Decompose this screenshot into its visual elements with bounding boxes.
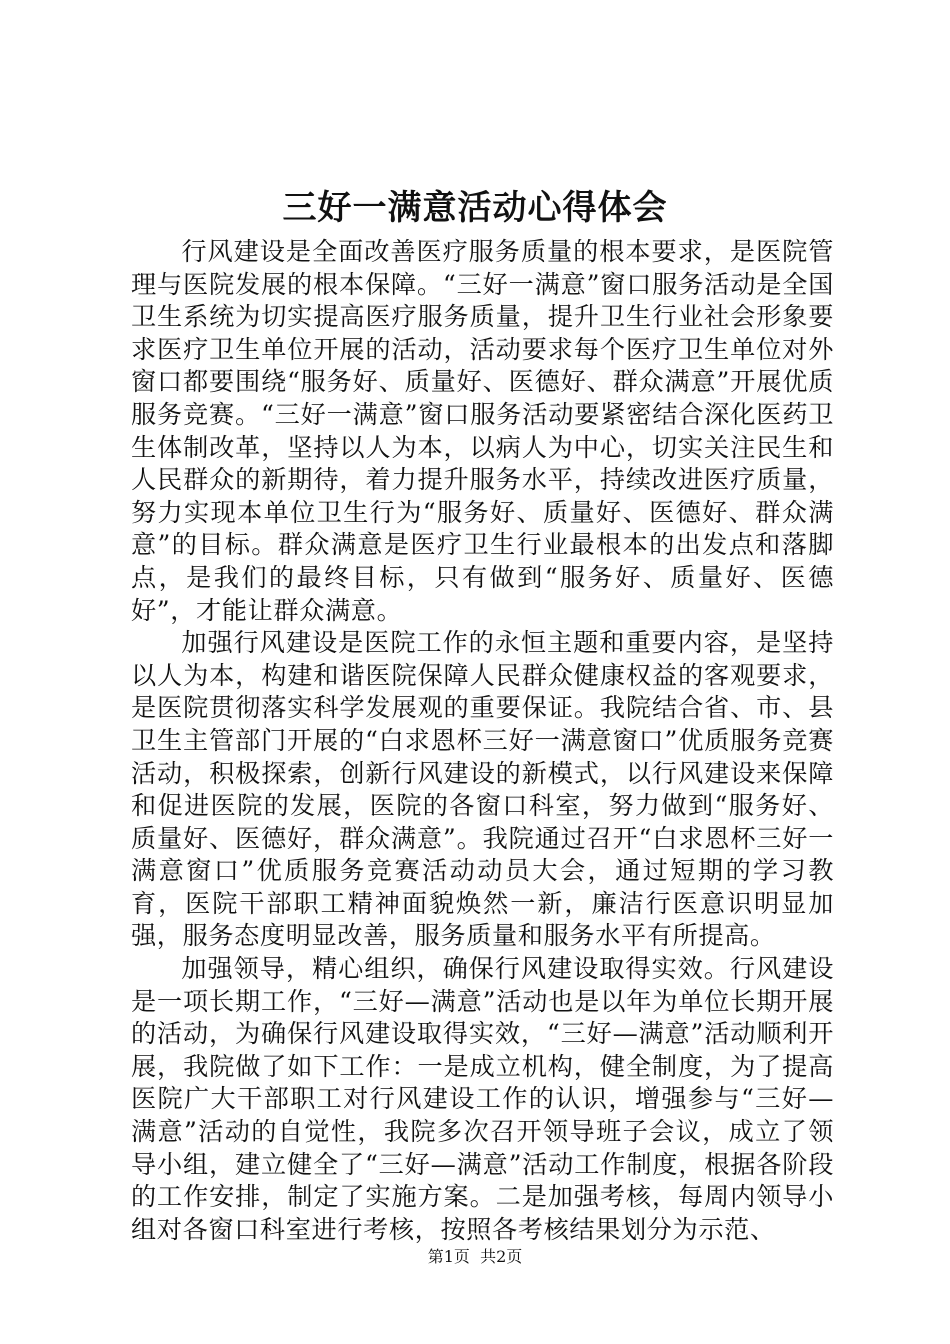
paragraph-2: 加强行风建设是医院工作的永恒主题和重要内容，是坚持以人为本，构建和谐医院保障人民群众健康权益的客观要求，是医院贯彻落实科学发展观的重要保证。我院结合省、市、县卫生主管部门开展的“白求恩杯三好一满意窗口”优质服务竞赛活动，积极探索，创新行风建设的新模式，以行风建设来保障和促进医院的发展，医院的各窗口科室，努力做到“服务好、质量好、医德好，群众满意”。我院通过召开“白求恩杯三好一满意窗口”优质服务竞赛活动动员大会，通过短期的学习教育，医院干部职工精神面貌焕然一新，廉洁行医意识明显加强，服务态度明显改善，服务质量和服务水平有所提高。 xyxy=(131,628,834,951)
page-footer xyxy=(0,1245,950,1269)
page-number: 第1页 共2页 xyxy=(427,1247,523,1266)
paragraph-1: 行风建设是全面改善医疗服务质量的根本要求，是医院管理与医院发展的根本保障。“三好一满意”窗口服务活动是全国卫生系统为切实提高医疗服务质量，提升卫生行业社会形象要求医疗卫生单位开展的活动，活动要求每个医疗卫生单位对外窗口都要围绕“服务好、质量好、医德好、群众满意”开展优质服务竞赛。“三好一满意”窗口服务活动要紧密结合深化医药卫生体制改革，坚持以人为本，以病人为中心，切实关注民生和人民群众的新期待，着力提升服务水平，持续改进医疗质量，努力实现本单位卫生行为“服务好、质量好、医德好、群众满意”的目标。群众满意是医疗卫生行业最根本的出发点和落脚点，是我们的最终目标，只有做到“服务好、质量好、医德好”，才能让群众满意。 xyxy=(131,237,834,625)
document-body xyxy=(131,236,834,1246)
document-title: 三好一满意活动心得体会 xyxy=(282,188,668,228)
paragraph-3: 加强领导，精心组织，确保行风建设取得实效。行风建设是一项长期工作，“三好—满意”活动也是以年为单位长期开展的活动，为确保行风建设取得实效，“三好—满意”活动顺利开展，我院做了如下工作：一是成立机构，健全制度，为了提高医院广大干部职工对行风建设工作的认识，增强参与“三好—满意”活动的自觉性，我院多次召开领导班子会议，成立了领导小组，建立健全了“三好—满意”活动工作制度，根据各阶段的工作安排，制定了实施方案。二是加强考核，每周内领导小组对各窗口科室进行考核，按照各考核结果划分为示范、 xyxy=(131,954,834,1244)
